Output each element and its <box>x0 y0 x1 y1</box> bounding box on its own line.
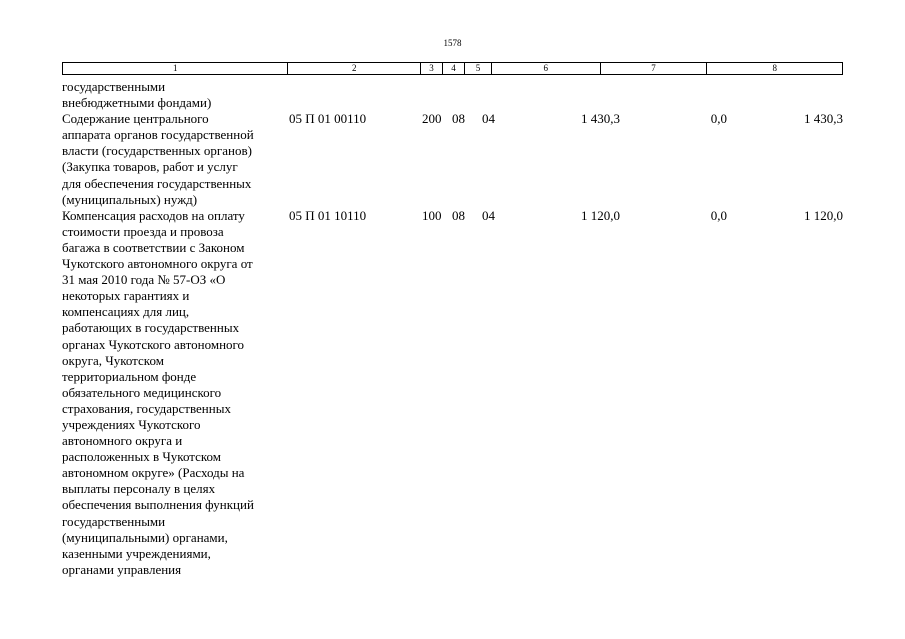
table-row <box>62 111 843 208</box>
header-col-5: 5 <box>465 63 492 74</box>
row-value-6: 1 430,3 <box>581 111 620 127</box>
row-name-line: Содержание центрального <box>62 111 209 127</box>
row-rz: 08 <box>452 207 465 223</box>
row-name-line: (Закупка товаров, работ и услуг <box>62 159 238 175</box>
header-col-2: 2 <box>288 63 421 74</box>
header-col-3: 3 <box>421 63 443 74</box>
page-number: 1578 <box>443 38 462 48</box>
row-name-line: органами управления <box>62 561 182 577</box>
row-name-line: аппарата органов государственной <box>62 127 254 143</box>
row-name-line: для обеспечения государственных <box>62 175 252 191</box>
row-code: 05 П 01 00110 <box>289 111 367 127</box>
row-value-7: 0,0 <box>710 111 727 127</box>
row-name-line: выплаты персоналу в целях <box>62 481 216 497</box>
row-name-line: расположенных в Чукотском <box>62 449 222 465</box>
header-col-6: 6 <box>492 63 601 74</box>
row-name-line: страхования, государственных <box>62 400 231 416</box>
row-pr: 04 <box>482 207 495 223</box>
row-name-line: 31 мая 2010 года № 57-ОЗ «О <box>62 272 226 288</box>
table-header <box>62 62 843 75</box>
table-body <box>62 79 843 578</box>
row-code: 05 П 01 10110 <box>289 207 367 223</box>
row-value-7: 0,0 <box>710 207 727 223</box>
row-value-8: 1 430,3 <box>804 111 843 127</box>
row-name-line: стоимости проезда и провоза <box>62 223 224 239</box>
row-value-8: 1 120,0 <box>804 207 843 223</box>
row-name-line: государственными <box>62 513 166 529</box>
header-col-4: 4 <box>443 63 465 74</box>
row-pr: 04 <box>482 111 495 127</box>
row-name-line: багажа в соответствии с Законом <box>62 239 245 255</box>
row-name-line: автономном округе» (Расходы на <box>62 465 245 481</box>
table-row <box>62 208 843 578</box>
row-vr: 200 <box>422 111 442 127</box>
row-name-line: органах Чукотского автономного <box>62 336 245 352</box>
row-rz: 08 <box>452 111 465 127</box>
row-name-line: территориальном фонде <box>62 368 197 384</box>
row-name-line: Чукотского автономного округа от <box>62 256 253 272</box>
row-name-line: власти (государственных органов) <box>62 143 252 159</box>
row-name-line: (муниципальными) органами, <box>62 529 228 545</box>
row-name-line: округа, Чукотском <box>62 352 164 368</box>
row-name-line: работающих в государственных <box>62 320 240 336</box>
row-name-line: казенными учреждениями, <box>62 545 211 561</box>
row-vr: 100 <box>422 207 442 223</box>
header-col-7: 7 <box>601 63 708 74</box>
row-name-line: Компенсация расходов на оплату <box>62 207 245 223</box>
row-name-line: (муниципальных) нужд) <box>62 191 198 207</box>
continuation-line: внебюджетными фондами) <box>62 95 212 111</box>
row-name-line: некоторых гарантиях и <box>62 288 190 304</box>
row-name-line: обязательного медицинского <box>62 384 222 400</box>
row-name-line: компенсациях для лиц, <box>62 304 190 320</box>
header-col-1: 1 <box>63 63 288 74</box>
header-col-8: 8 <box>772 63 777 73</box>
row-name-line: учреждениях Чукотского <box>62 416 201 432</box>
row-name-line: обеспечения выполнения функций <box>62 497 254 513</box>
row-name-line: автономного округа и <box>62 433 183 449</box>
row-value-6: 1 120,0 <box>581 207 620 223</box>
continuation-line: государственными <box>62 79 166 94</box>
